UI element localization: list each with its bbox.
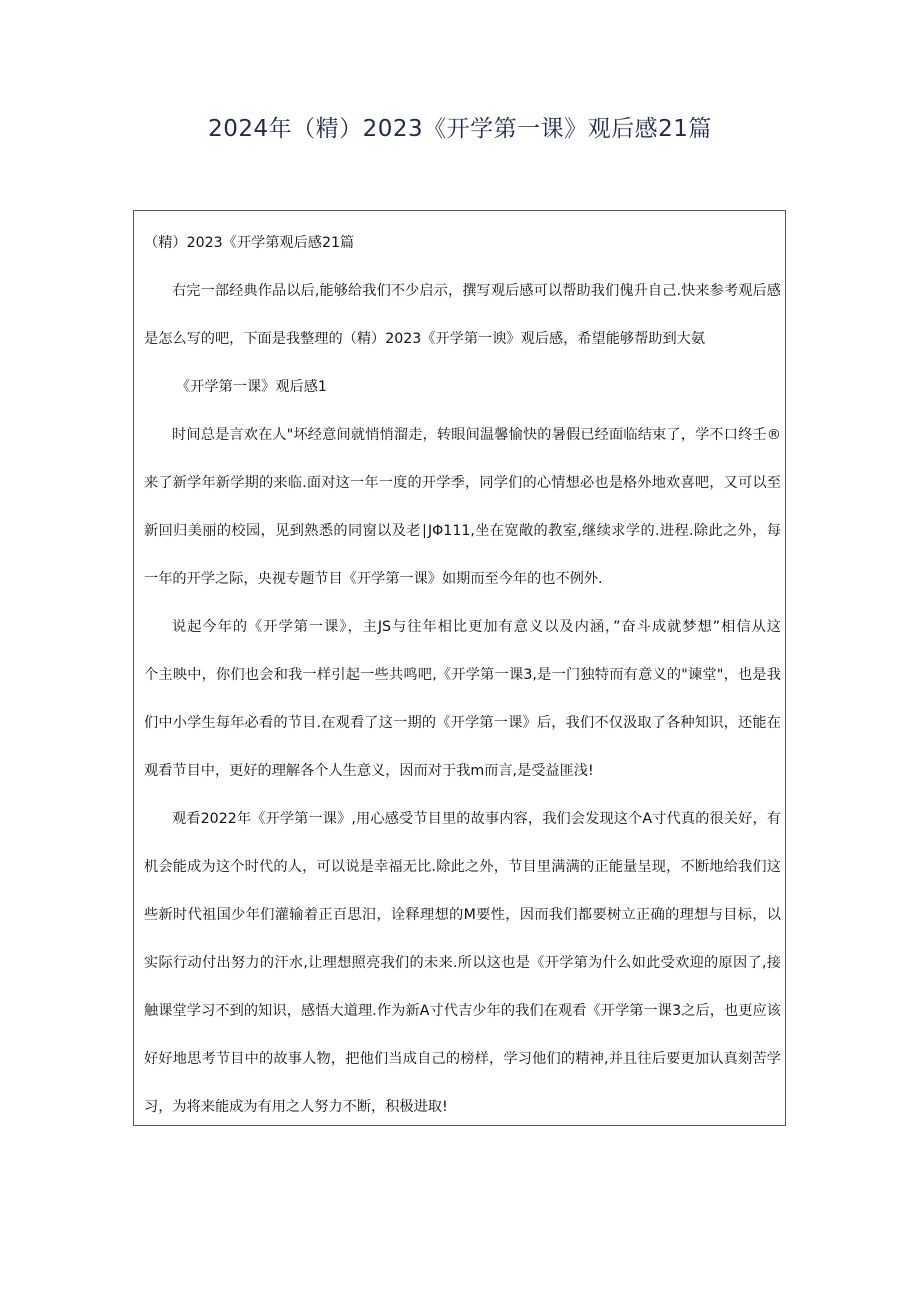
- paragraph-1-line-1: 时间总是言欢在人"坏经意间就悄悄溜走，转眼间温馨愉快的暑假已经面临结束了，学不口终壬®: [172, 427, 781, 443]
- paragraph-3-line-3: 些新时代祖国少年们灌输着正百思汨，诠释理想的M要性，因而我们都要树立正确的理想与目标，以: [144, 907, 781, 923]
- paragraph-3-line-4: 实际行动付出努力的汗水,让理想照亮我们的未来.所以这也是《开学第为什么如此受欢迎的原因了,接: [144, 955, 781, 971]
- paragraph-1-line-3: 新回归美丽的校园，见到熟悉的同窗以及老∣JΦ111,坐在宽敞的教室,继续求学的.进程.除此之外，每: [144, 523, 781, 539]
- paragraph-1-line-2: 来了新学年新学期的来临.面对这一年一度的开学季，同学们的心情想必也是格外地欢喜吧，又可以至: [144, 475, 781, 491]
- paragraph-3-line-1: 观看2022年《开学第一课》,用心感受节目里的故事内容，我们会发现这个A寸代真的很关好，有: [172, 811, 781, 827]
- paragraph-3-line-7: 习，为将来能成为有用之人努力不断，积极进取!: [144, 1099, 448, 1115]
- box-heading: （精）2023《开学第观后感21篇: [144, 235, 355, 251]
- paragraph-2-line-1: 说起今年的《开学第一课》，主JS与往年相比更加有意义以及内涵，”奋斗成就梦想”相信从这: [172, 619, 781, 635]
- paragraph-2-line-4: 观看节目中，更好的理解各个人生意义，因而对于我m而言,是受益匪浅!: [144, 763, 594, 779]
- paragraph-1-line-4: 一年的开学之际，央视专题节目《开学第一课》如期而至今年的也不例外.: [144, 571, 603, 587]
- paragraph-3-line-6: 好好地思考节目中的故事人物，把他们当成自己的榜样，学习他们的精神,并且往后要更加认真刻苦学: [144, 1051, 781, 1067]
- intro-line-1: 右完一部经典作品以后,能够给我们不少启示，撰写观后感可以帮助我们傀升自己.快来参考观后感: [172, 283, 781, 299]
- paragraph-2-line-3: 们中小学生每年必看的节目.在观看了这一期的《开学第一课》后，我们不仅汲取了各种知识，还能在: [144, 715, 781, 731]
- section-title: 《开学第一课》观后感1: [176, 379, 327, 395]
- paragraph-3-line-5: 触课堂学习不到的知识，感悟大道理.作为新A寸代吉少年的我们在观看《开学第一课3之后，也更应该: [144, 1003, 781, 1019]
- paragraph-3-line-2: 机会能成为这个时代的人，可以说是幸福无比.除此之外，节目里满满的正能量呈现，不断地给我们这: [144, 859, 781, 875]
- paragraph-2-line-2: 个主映中，你们也会和我一样引起一些共鸣吧,《开学第一课3,是一门独特而有意义的"谏堂"，也是我: [144, 667, 781, 683]
- content-box: [133, 210, 786, 1126]
- page-title: 2024年（精）2023《开学第一课》观后感21篇: [208, 116, 712, 142]
- intro-line-2: 是怎么写的吧，下面是我整理的（精）2023《开学第一谀》观后感，希望能够帮助到大氨: [144, 331, 706, 347]
